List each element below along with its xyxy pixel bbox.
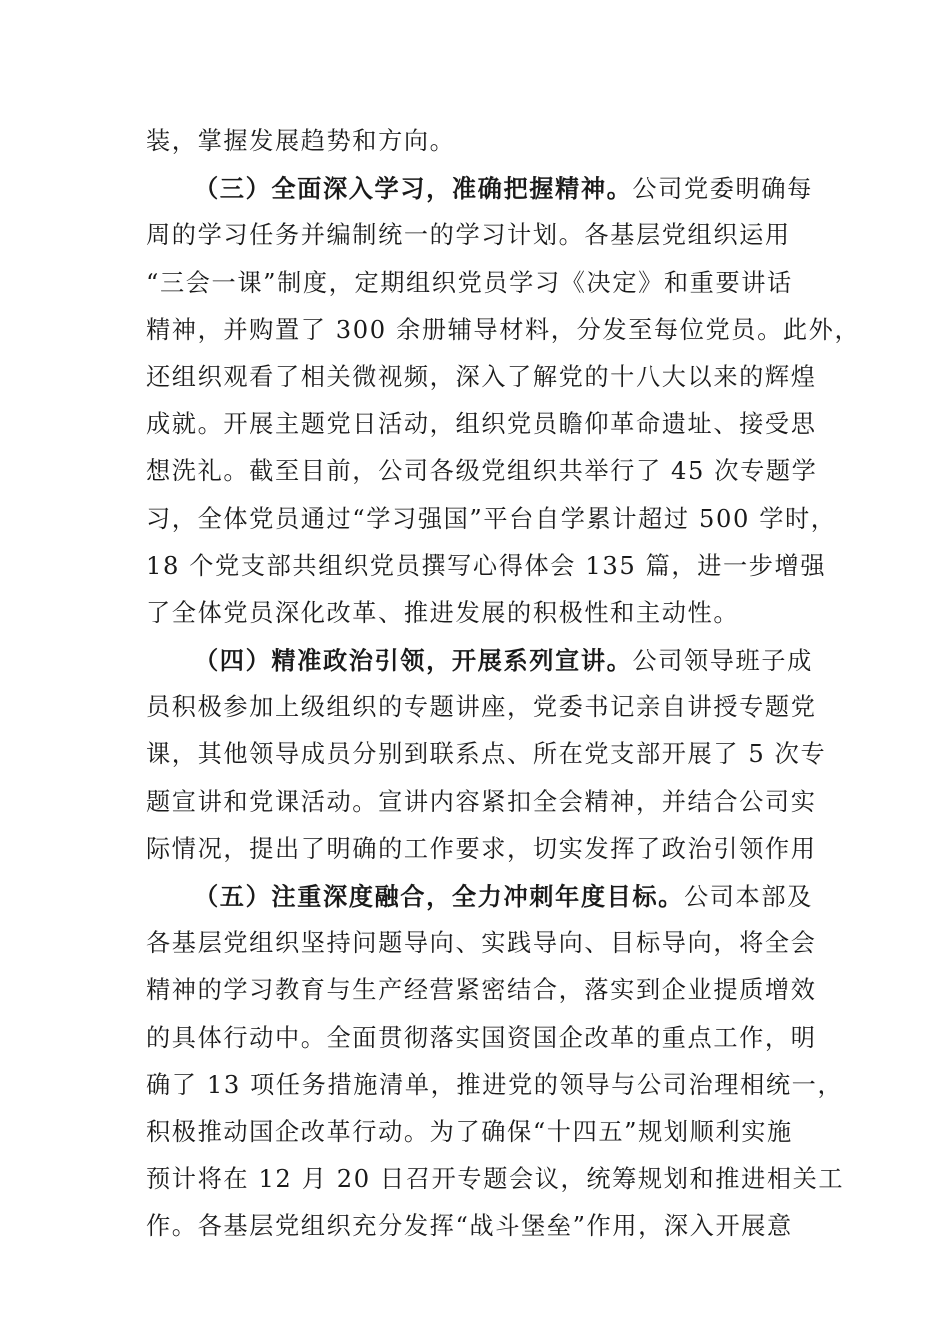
text-line: 18 个党支部共组织党员撰写心得体会 135 篇，进一步增强 — [146, 551, 827, 580]
section-heading: （四）精准政治引领，开展系列宣讲。 — [194, 646, 633, 676]
text-run: 公司领导班子成 — [632, 647, 813, 676]
text-line: 际情况，提出了明确的工作要求，切实发挥了政治引领作用 — [146, 834, 817, 863]
text-line: 想洗礼。截至目前，公司各级党组织共举行了 45 次专题学 — [146, 457, 818, 486]
text-line: 积极推动国企改革行动。为了确保“十四五”规划顺利实施 — [146, 1117, 793, 1146]
text-line: 预计将在 12 月 20 日召开专题会议，统筹规划和推进相关工 — [146, 1165, 845, 1194]
section-5-heading-line — [146, 873, 826, 920]
text-line: 精神，并购置了 300 余册辅导材料，分发至每位党员。此外， — [146, 315, 861, 344]
section-3-heading-line — [146, 165, 826, 212]
text-line: 确了 13 项任务措施清单，推进党的领导与公司治理相统一， — [146, 1070, 844, 1099]
text-line: 题宣讲和党课活动。宣讲内容紧扣全会精神，并结合公司实 — [146, 787, 817, 816]
text-run: 公司党委明确每 — [632, 175, 813, 204]
section-heading: （五）注重深度融合，全力冲刺年度目标。 — [194, 882, 684, 911]
text-line: 了全体党员深化改革、推进发展的积极性和主动性。 — [146, 598, 740, 627]
text-line: 课，其他领导成员分别到联系点、所在党支部开展了 5 次专 — [146, 740, 827, 769]
text-line: 周的学习任务并编制统一的学习计划。各基层党组织运用 — [146, 221, 791, 250]
text-line: 员积极参加上级组织的专题讲座，党委书记亲自讲授专题党 — [146, 693, 817, 722]
text-line: 精神的学习教育与生产经营紧密结合，落实到企业提质增效 — [146, 976, 817, 1005]
text-line: “三会一课”制度，定期组织党员学习《决定》和重要讲话 — [146, 268, 793, 297]
section-heading: （三）全面深入学习，准确把握精神。 — [194, 174, 633, 204]
text-line: 的具体行动中。全面贯彻落实国资国企改革的重点工作，明 — [146, 1023, 817, 1052]
text-line: 作。各基层党组织充分发挥“战斗堡垒”作用，深入开展意 — [146, 1212, 793, 1241]
document-body — [146, 118, 861, 1251]
text-run: 公司本部及 — [683, 883, 813, 911]
text-line: 装，掌握发展趋势和方向。 — [146, 127, 456, 155]
section-4-heading-line — [146, 637, 826, 684]
text-line: 各基层党组织坚持问题导向、实践导向、目标导向，将全会 — [146, 929, 817, 958]
text-line: 习，全体党员通过“学习强国”平台自学累计超过 500 学时， — [146, 504, 837, 533]
text-line: 还组织观看了相关微视频，深入了解党的十八大以来的辉煌 — [146, 362, 817, 391]
text-line: 成就。开展主题党日活动，组织党员瞻仰革命遗址、接受思 — [146, 410, 817, 439]
